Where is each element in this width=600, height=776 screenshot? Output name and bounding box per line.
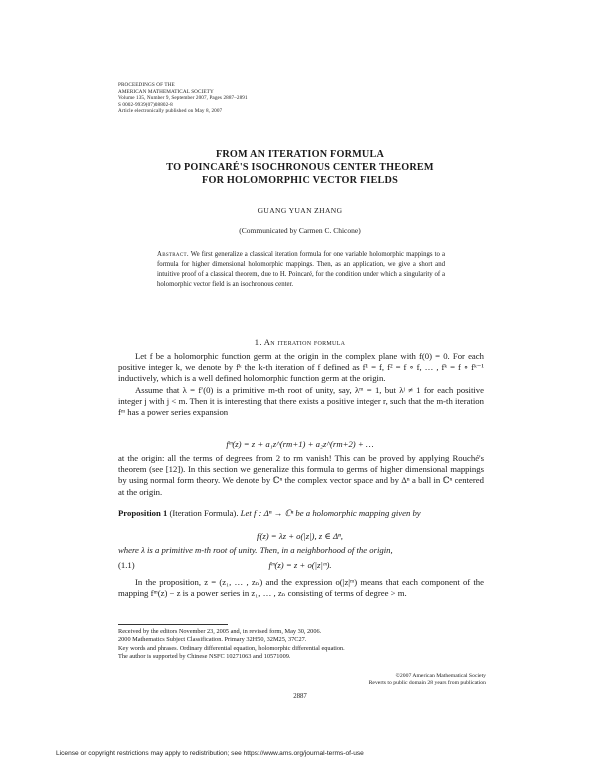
equation-iteration: fᵐ(z) = z + o(|z|ᵐ).: [268, 560, 332, 570]
journal-header-line: S 0002-9939(07)08802-8: [118, 101, 173, 108]
equation-power-series: fᵐ(z) = z + a₁z^(rm+1) + a₂z^(rm+2) + …: [226, 439, 374, 449]
footnote: Key words and phrases. Ordinary differential equation, holomorphic differential equation.: [118, 644, 345, 652]
abstract-label: Abstract.: [157, 251, 189, 258]
abstract-text: We first generalize a classical iteration formula for one variable holomorphic mappings to a formula for higher dimensional holomorphic mappings. Then, as an application, we give a short and intuitive proof of a classical theorem, due to H. Poincaré, for the condition under which a singularity of a holomorphic vector field is an isochronous center.: [157, 251, 445, 288]
paragraph: Assume that λ = f′(0) is a primitive m-th root of unity, say, λᵐ = 1, but λʲ ≠ 1 for each positive integer j with j < m. Then it is interesting that there exists a positive integer r, such that the m-th iteration fᵐ has a power series expansion: [118, 384, 484, 418]
license-notice[interactable]: License or copyright restrictions may apply to redistribution; see https://www.ams.org/journal-terms-of-use: [56, 750, 364, 757]
section-body-1: [118, 351, 484, 418]
paragraph: Let f be a holomorphic function germ at the origin in the complex plane with f(0) = 0. For each positive integer k, we denote by fᵏ the k-th iteration of f defined as f¹ = f, f² = f ∘ f, … , fᵏ = f ∘ fᵏ⁻¹ inductively, which is a well defined holomorphic function germ at the origin.: [118, 351, 484, 384]
footnote: Received by the editors November 23, 2005 and, in revised form, May 30, 2006.: [118, 628, 322, 635]
paper-title-line: FOR HOLOMORPHIC VECTOR FIELDS: [202, 175, 398, 186]
proposition-statement: Let f : Δⁿ → ℂⁿ be a holomorphic mapping given by: [240, 508, 421, 518]
footnote: 2000 Mathematics Subject Classification. Primary 32H50, 32M25, 37C27.: [118, 636, 307, 644]
copyright-line: ©2007 American Mathematical Society: [395, 673, 486, 679]
journal-header-line: AMERICAN MATHEMATICAL SOCIETY: [118, 88, 214, 95]
proposition-1: [118, 508, 484, 519]
author-name: GUANG YUAN ZHANG: [257, 206, 343, 215]
paper-title: [0, 148, 600, 187]
footnotes: [118, 628, 488, 662]
page-number: 2887: [293, 693, 307, 700]
footnote-divider: [118, 624, 228, 625]
equation-mapping: f(z) = λz + o(|z|), z ∈ Δⁿ,: [257, 531, 343, 541]
footnote: The author is supported by Chinese NSFC 10271063 and 10571009.: [118, 653, 291, 661]
paper-title-line: FROM AN ITERATION FORMULA: [215, 149, 385, 160]
copyright-line: Reverts to public domain 28 years from publication: [368, 680, 486, 687]
section-body-3: [118, 577, 484, 599]
equation-number: (1.1): [118, 560, 135, 570]
paragraph: at the origin: all the terms of degrees from 2 to rm vanish! This can be proved by applying Rouché's theorem (see [12]). In this section we generalize this formula to germs of higher dimensional mappings by using normal form theory. We denote by ℂⁿ the complex vector space and by Δⁿ a ball in ℂⁿ centered at the origin.: [118, 453, 484, 497]
section-body-2: [118, 453, 484, 498]
proposition-name: (Iteration Formula).: [169, 508, 239, 518]
journal-header: [118, 82, 248, 115]
journal-header-line: PROCEEDINGS OF THE: [118, 82, 175, 88]
paragraph: In the proposition, z = (z₁, … , zₙ) and the expression o(|z|ᵐ) means that each component of the mapping fᵐ(z) − z is a power series in z₁, … , zₙ consisting of terms of degree > m.: [118, 577, 484, 599]
paper-title-line: TO POINCARÉ'S ISOCHRONOUS CENTER THEOREM: [166, 162, 434, 173]
journal-header-line: Article electronically published on May 8, 2007: [118, 108, 223, 115]
journal-header-line: Volume 135, Number 9, September 2007, Pages 2887–2891: [118, 95, 248, 102]
abstract: [157, 250, 445, 290]
copyright-notice: [369, 673, 486, 688]
section-heading: 1. An iteration formula: [254, 337, 346, 347]
proposition-statement: where λ is a primitive m-th root of unity. Then, in a neighborhood of the origin,: [118, 545, 393, 555]
proposition-continuation: [118, 545, 484, 556]
communicated-by: (Communicated by Carmen C. Chicone): [239, 226, 361, 235]
proposition-title: Proposition 1: [118, 508, 168, 518]
